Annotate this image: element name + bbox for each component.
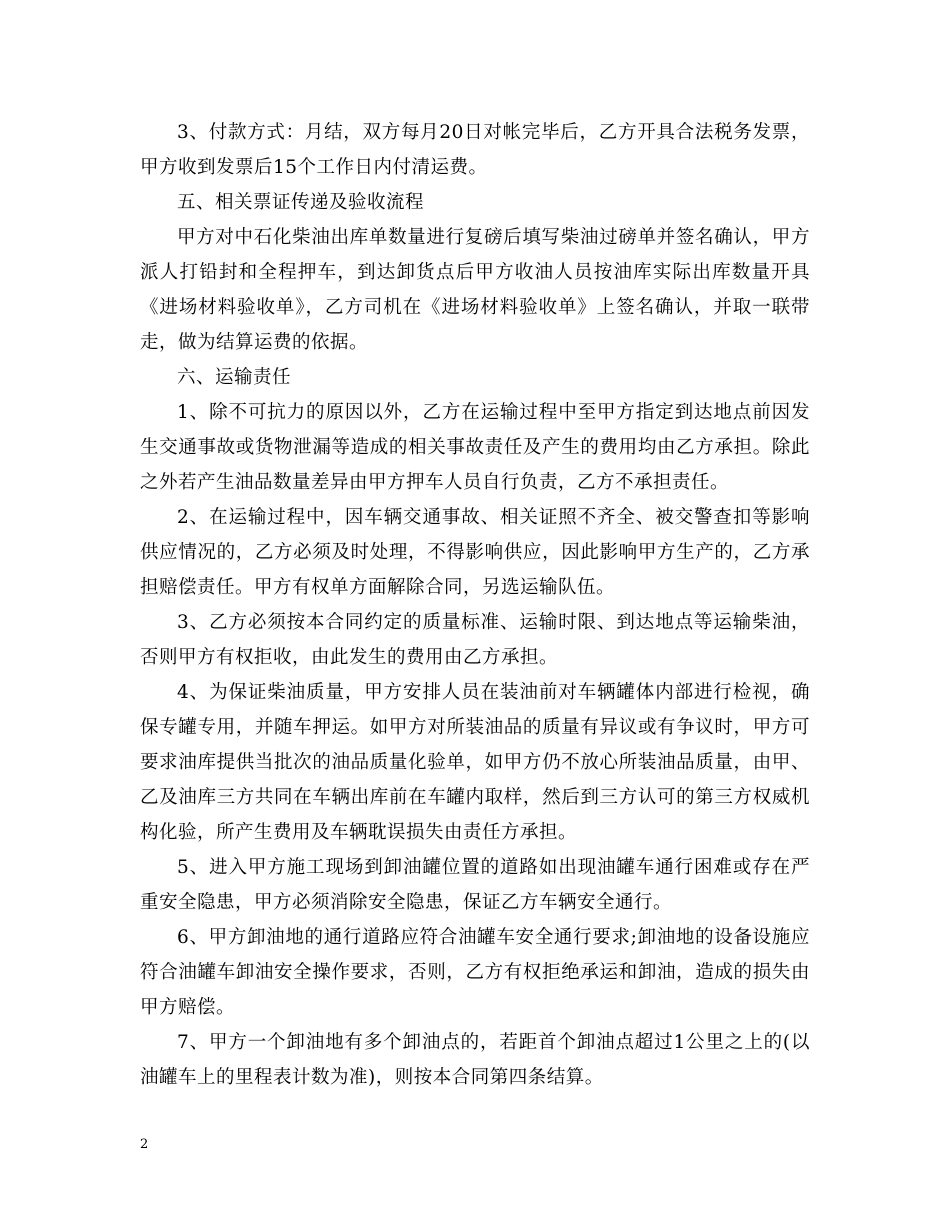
clause-5-paragraph: 5、进入甲方施工现场到卸油罐位置的道路如出现油罐车通行困难或存在严重安全隐患，甲方必须消除安全隐患，保证乙方车辆安全通行。: [140, 857, 810, 913]
section-five-heading: 五、相关票证传递及验收流程: [177, 192, 425, 213]
payment-method-paragraph: 3、付款方式：月结，双方每月20日对帐完毕后，乙方开具合法税务发票，甲方收到发票后15个工作日内付清运费。: [140, 122, 810, 178]
clause-4-paragraph: 4、为保证柴油质量，甲方安排人员在装油前对车辆罐体内部进行检视，确保专罐专用，并随车押运。如甲方对所装油品的质量有异议或有争议时，甲方可要求油库提供当批次的油品质量化验单，如甲方仍不放心所装油品质量，由甲、乙及油库三方共同在车辆出库前在车罐内取样，然后到三方认可的第三方权威机构化验，所产生费用及车辆耽误损失由责任方承担。: [140, 682, 810, 843]
clause-7-paragraph: 7、甲方一个卸油地有多个卸油点的，若距首个卸油点超过1公里之上的(以油罐车上的里程表计数为准)，则按本合同第四条结算。: [140, 1032, 810, 1088]
clause-6-paragraph: 6、甲方卸油地的通行道路应符合油罐车安全通行要求;卸油地的设备设施应符合油罐车卸油安全操作要求，否则，乙方有权拒绝承运和卸油，造成的损失由甲方赔偿。: [140, 927, 810, 1018]
document-body: [140, 115, 810, 1095]
clause-2-paragraph: 2、在运输过程中，因车辆交通事故、相关证照不齐全、被交警查扣等影响供应情况的，乙方必须及时处理，不得影响供应，因此影响甲方生产的，乙方承担赔偿责任。甲方有权单方面解除合同，另选运输队伍。: [140, 507, 810, 598]
clause-1-paragraph: 1、除不可抗力的原因以外，乙方在运输过程中至甲方指定到达地点前因发生交通事故或货物泄漏等造成的相关事故责任及产生的费用均由乙方承担。除此之外若产生油品数量差异由甲方押车人员自行负责，乙方不承担责任。: [140, 402, 810, 493]
clause-3-paragraph: 3、乙方必须按本合同约定的质量标准、运输时限、到达地点等运输柴油，否则甲方有权拒收，由此发生的费用由乙方承担。: [140, 612, 810, 668]
section-six-heading: 六、运输责任: [177, 367, 292, 388]
receipt-process-paragraph: 甲方对中石化柴油出库单数量进行复磅后填写柴油过磅单并签名确认，甲方派人打铅封和全程押车，到达卸货点后甲方收油人员按油库实际出库数量开具《进场材料验收单》，乙方司机在《进场材料验收单》上签名确认，并取一联带走，做为结算运费的依据。: [140, 227, 810, 353]
page-number: 2: [140, 1137, 149, 1152]
